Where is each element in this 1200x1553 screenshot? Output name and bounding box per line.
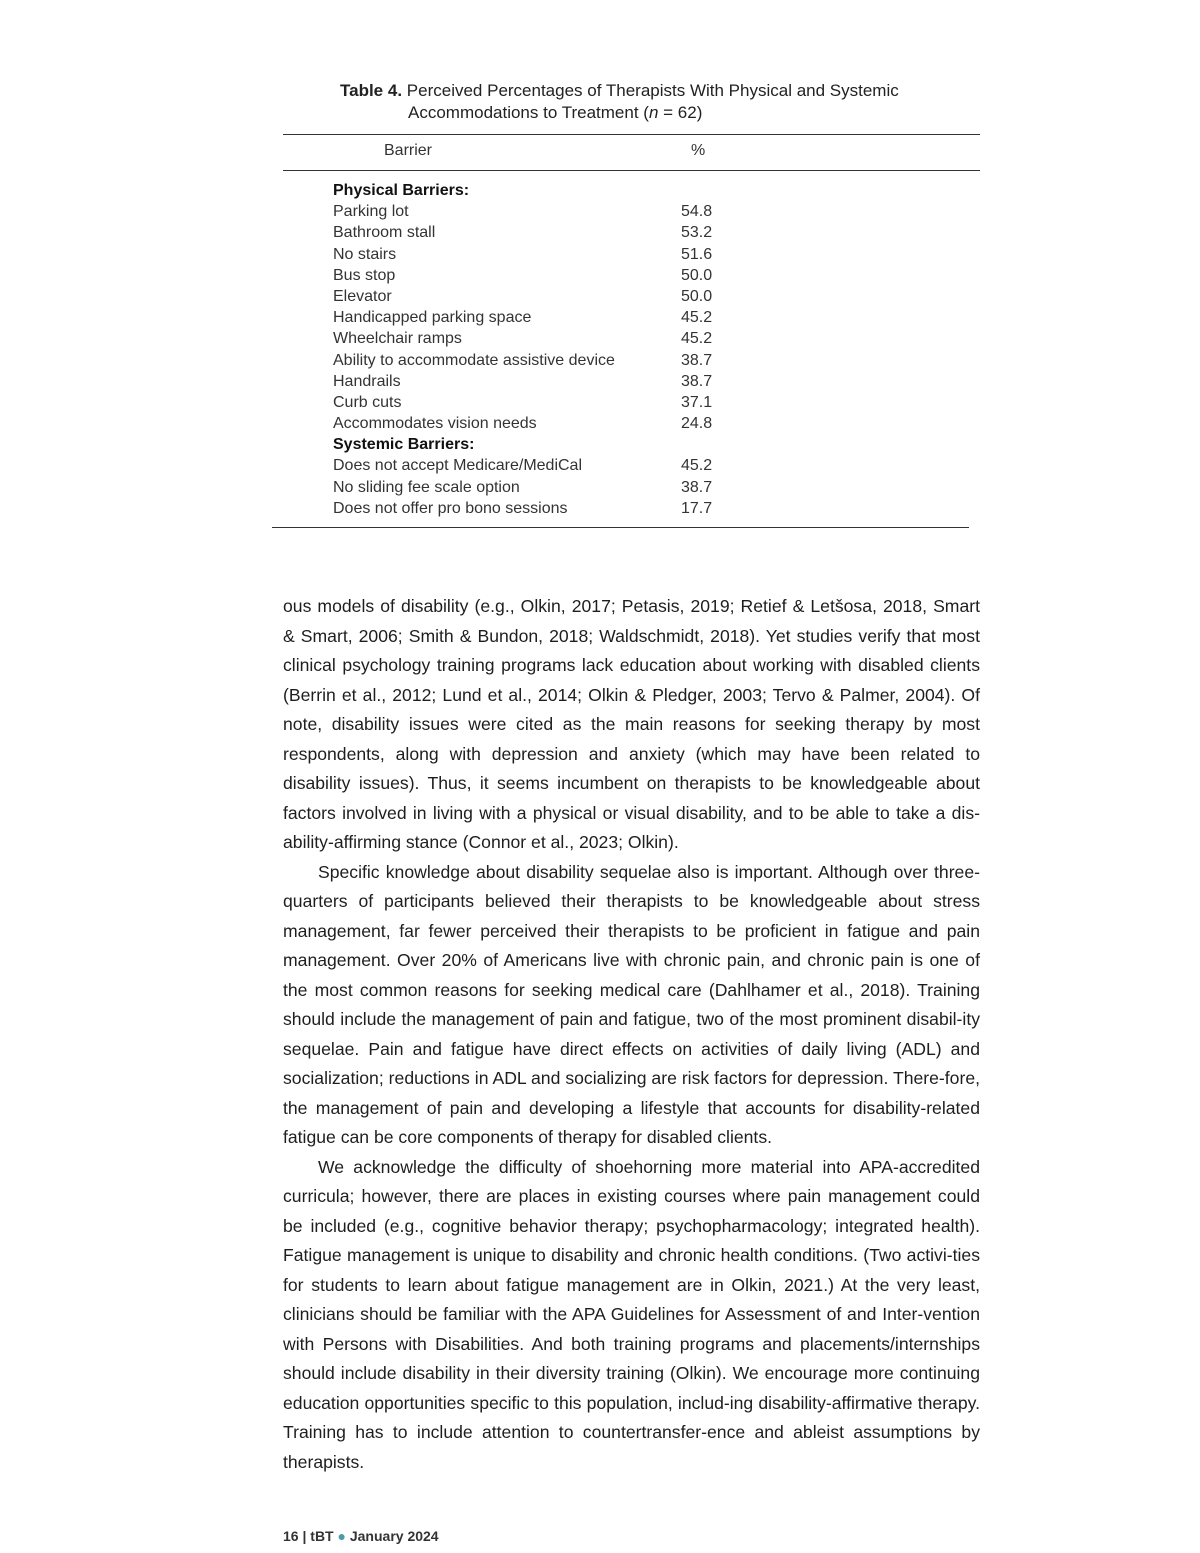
- body-paragraph: We acknowledge the difficulty of shoehorning more material into APA-accredited curricula; however, there are places in existing courses where pain management could be included (e.g., cognitive behavior therapy; psychopharmacology; integrated health). Fatigue management is unique to disability and chronic health conditions. (Two activi-ties for students to learn about fatigue management are in Olkin, 2021.) At the very least, clinicians should be familiar with the APA Guidelines for Assessment of and Inter-vention with Persons with Disabilities. And both training programs and placements/internships should include disability in their diversity training (Olkin). We encourage more continuing education opportunities specific to this population, includ-ing disability-affirmative therapy. Training has to include attention to countertransfer-ence and ableist assumptions by therapists.: [283, 1156, 980, 1472]
- journal-name: tBT: [310, 1528, 334, 1544]
- percent-cell: 53.2: [681, 224, 713, 242]
- table-section-header: [333, 180, 973, 201]
- barrier-cell: Wheelchair ramps: [333, 330, 462, 348]
- barrier-cell: Elevator: [333, 287, 392, 305]
- table-title-line1: Perceived Percentages of Therapists With Physical and Systemic: [406, 81, 899, 100]
- body-paragraph: ous models of disability (e.g., Olkin, 2017; Petasis, 2019; Retief & Letšosa, 2018, Smart & Smart, 2006; Smith & Bundon, 2018; Waldschmidt, 2018). Yet studies verify that most clinical psychology training programs lack education about working with disabled clients (Berrin et al., 2012; Lund et al., 2014; Olkin & Pledger, 2003; Tervo & Palmer, 2004). Of note, disability issues were cited as the main reasons for seeking therapy by most respondents, along with depression and anxiety (which may have been related to disability issues). Thus, it seems incumbent on therapists to be knowledgeable about factors involved in living with a physical or visual disability, and to be able to take a dis-ability-affirming stance (Connor et al., 2023; Olkin).: [283, 596, 980, 852]
- table-bottom-rule: [272, 527, 969, 528]
- percent-cell: 24.8: [681, 415, 713, 433]
- barrier-cell: Does not offer pro bono sessions: [333, 499, 568, 517]
- barrier-cell: Accommodates vision needs: [333, 415, 537, 433]
- table-row: [333, 350, 973, 371]
- table-row: [333, 371, 973, 392]
- table-row: [333, 222, 973, 243]
- percent-cell: 37.1: [681, 393, 713, 411]
- percent-cell: 51.6: [681, 245, 713, 263]
- table-body: [333, 180, 973, 519]
- table-caption: [340, 80, 980, 124]
- barrier-cell: Bathroom stall: [333, 224, 436, 242]
- percent-cell: 45.2: [681, 457, 713, 475]
- barrier-cell: No stairs: [333, 245, 397, 263]
- barrier-cell: Curb cuts: [333, 393, 402, 411]
- barrier-cell: Ability to accommodate assistive device: [333, 351, 615, 369]
- issue-date: January 2024: [349, 1528, 439, 1544]
- table-title-line2: Accommodations to Treatment (n = 62): [408, 103, 703, 122]
- barrier-cell: Bus stop: [333, 266, 396, 284]
- table-section-header: [333, 434, 973, 455]
- percent-cell: 17.7: [681, 499, 713, 517]
- body-paragraph: Specific knowledge about disability sequelae also is important. Although over three-quarters of participants believed their therapists to be knowledgeable about stress management, far fewer perceived their therapists to be proficient in fatigue and pain management. Over 20% of Americans live with chronic pain, and chronic pain is one of the most common reasons for seeking medical care (Dahlhamer et al., 2018). Training should include the management of pain and fatigue, two of the most prominent disabil-ity sequelae. Pain and fatigue have direct effects on activities of daily living (ADL) and socialization; reductions in ADL and socializing are risk factors for depression. There-fore, the management of pain and developing a lifestyle that accounts for disability-related fatigue can be core components of therapy for disabled clients.: [283, 861, 980, 1147]
- column-header-barrier: Barrier: [384, 142, 433, 159]
- percent-cell: 38.7: [681, 351, 713, 369]
- percent-cell: 45.2: [681, 309, 713, 327]
- column-header-percent: %: [691, 142, 706, 159]
- percent-cell: 45.2: [681, 330, 713, 348]
- table-row: [333, 477, 973, 498]
- page-footer: [283, 1528, 439, 1544]
- table-row: [333, 244, 973, 265]
- percent-cell: 38.7: [681, 478, 713, 496]
- barrier-cell: No sliding fee scale option: [333, 478, 520, 496]
- table-row: [333, 307, 973, 328]
- bullet-icon: ●: [337, 1528, 346, 1544]
- table-row: [333, 201, 973, 222]
- table-top-rule: [283, 134, 980, 135]
- barrier-cell: Handicapped parking space: [333, 309, 532, 327]
- table-row: [333, 392, 973, 413]
- barrier-cell: Parking lot: [333, 203, 409, 221]
- article-body: [283, 592, 980, 1477]
- table-row: [333, 498, 973, 519]
- barrier-cell: Physical Barriers:: [333, 182, 470, 199]
- percent-cell: 50.0: [681, 266, 713, 284]
- table-header-rule: [283, 170, 980, 171]
- table-row: [333, 328, 973, 349]
- footer-separator: |: [302, 1528, 307, 1544]
- barrier-cell: Does not accept Medicare/MediCal: [333, 457, 583, 475]
- percent-cell: 54.8: [681, 203, 713, 221]
- percent-cell: 50.0: [681, 287, 713, 305]
- table-row: [333, 265, 973, 286]
- page-number: 16: [283, 1528, 299, 1544]
- table-row: [333, 455, 973, 476]
- table-label: Table 4.: [340, 81, 403, 100]
- barrier-cell: Handrails: [333, 372, 401, 390]
- barrier-cell: Systemic Barriers:: [333, 436, 475, 454]
- table-row: [333, 413, 973, 434]
- table-row: [333, 286, 973, 307]
- percent-cell: 38.7: [681, 372, 713, 390]
